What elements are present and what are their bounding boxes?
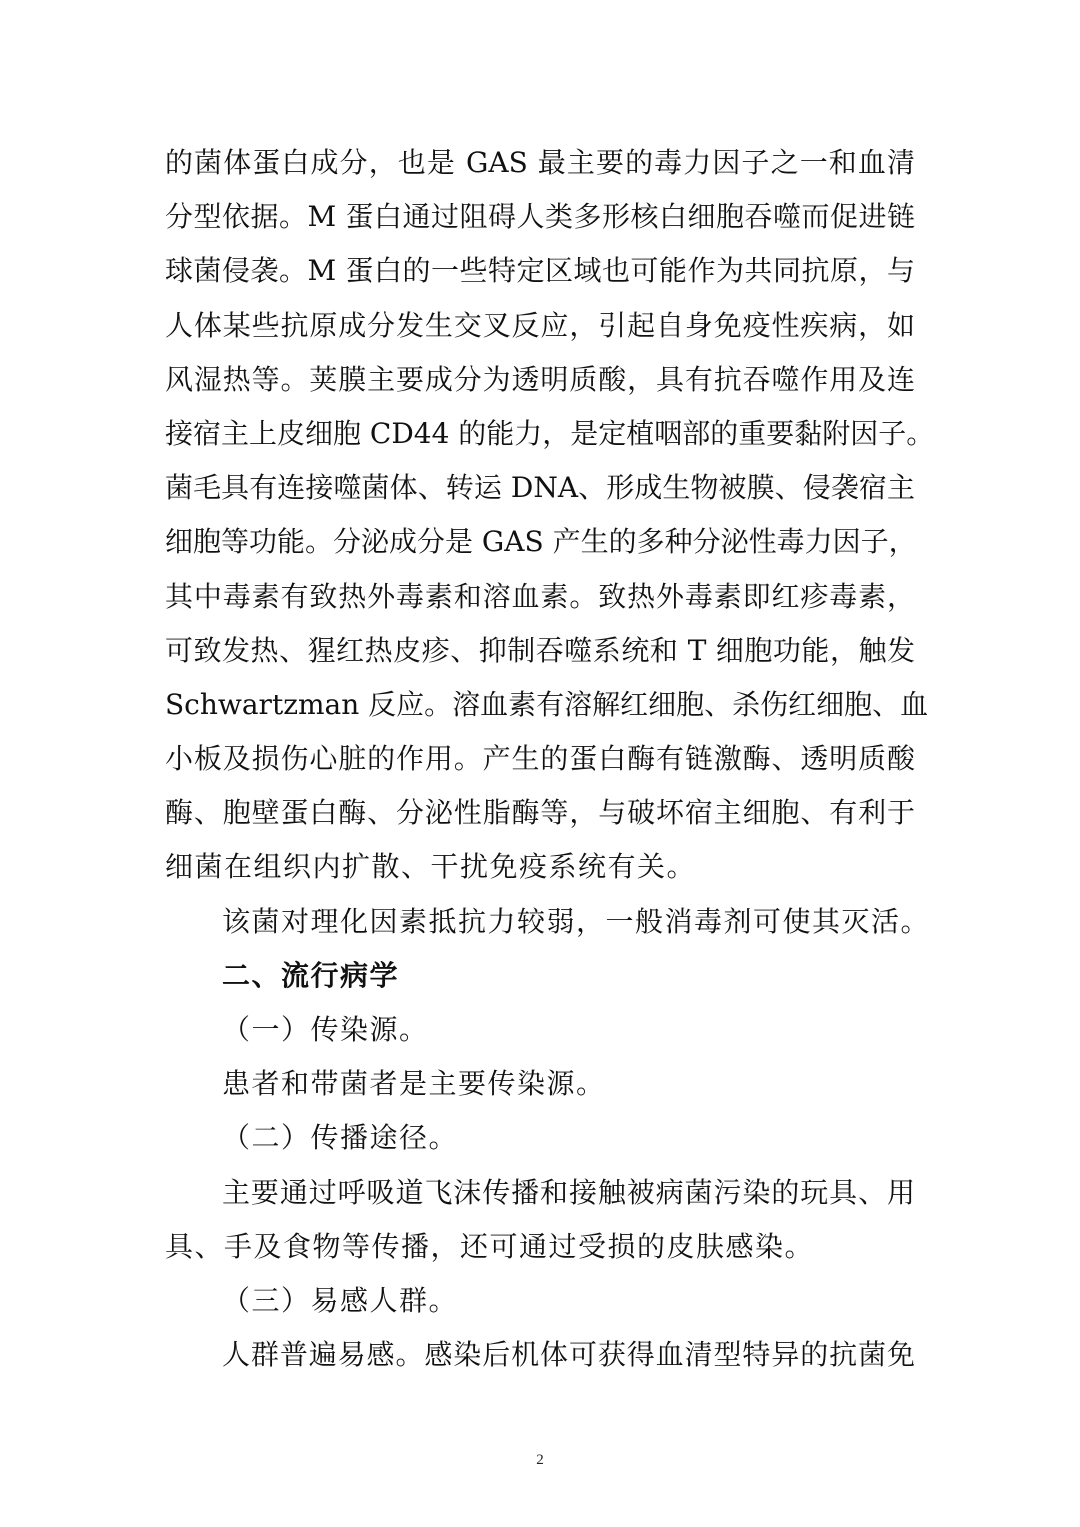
text-line: 风湿热等。荚膜主要成分为透明质酸，具有抗吞噬作用及连 — [165, 362, 915, 396]
page-number: 2 — [536, 1452, 544, 1468]
text-line: 细胞等功能。分泌成分是 GAS 产生的多种分泌性毒力因子， — [165, 525, 917, 559]
paragraph-first-line: 主要通过呼吸道飞沫传播和接触被病菌污染的玩具、用 — [222, 1175, 915, 1209]
text-line: 菌毛具有连接噬菌体、转运 DNA、形成生物被膜、侵袭宿主 — [165, 471, 915, 505]
text-line: 球菌侵袭。M 蛋白的一些特定区域也可能作为共同抗原，与 — [165, 254, 915, 288]
text-line: 具、手及食物等传播，还可通过受损的皮肤感染。 — [165, 1229, 815, 1263]
subsection-heading: （三）易感人群。 — [222, 1283, 459, 1317]
paragraph-first-line: 患者和带菌者是主要传染源。 — [222, 1067, 606, 1101]
text-line: Schwartzman 反应。溶血素有溶解红细胞、杀伤红细胞、血 — [165, 687, 929, 721]
text-line: 的菌体蛋白成分，也是 GAS 最主要的毒力因子之一和血清 — [165, 146, 915, 179]
section-heading: 二、流行病学 — [222, 958, 400, 992]
text-line: 小板及损伤心脏的作用。产生的蛋白酶有链激酶、透明质酸 — [165, 742, 915, 776]
text-line: 酶、胞壁蛋白酶、分泌性脂酶等，与破坏宿主细胞、有利于 — [165, 796, 915, 830]
subsection-heading: （二）传播途径。 — [222, 1121, 459, 1155]
text-line: 细菌在组织内扩散、干扰免疫系统有关。 — [165, 850, 697, 884]
text-line: 分型依据。M 蛋白通过阻碍人类多形核白细胞吞噬而促进链 — [165, 200, 915, 234]
text-line: 可致发热、猩红热皮疹、抑制吞噬系统和 T 细胞功能，触发 — [165, 633, 915, 667]
text-line: 人体某些抗原成分发生交叉反应，引起自身免疫性疾病，如 — [165, 308, 915, 342]
body-text — [165, 136, 935, 1382]
text-line: 接宿主上皮细胞 CD44 的能力，是定植咽部的重要黏附因子。 — [165, 416, 935, 450]
text-line: 其中毒素有致热外毒素和溶血素。致热外毒素即红疹毒素， — [165, 579, 915, 613]
paragraph-first-line: 人群普遍易感。感染后机体可获得血清型特异的抗菌免 — [222, 1338, 915, 1372]
subsection-heading: （一）传染源。 — [222, 1013, 429, 1046]
paragraph-first-line: 该菌对理化因素抵抗力较弱，一般消毒剂可使其灭活。 — [222, 904, 931, 938]
